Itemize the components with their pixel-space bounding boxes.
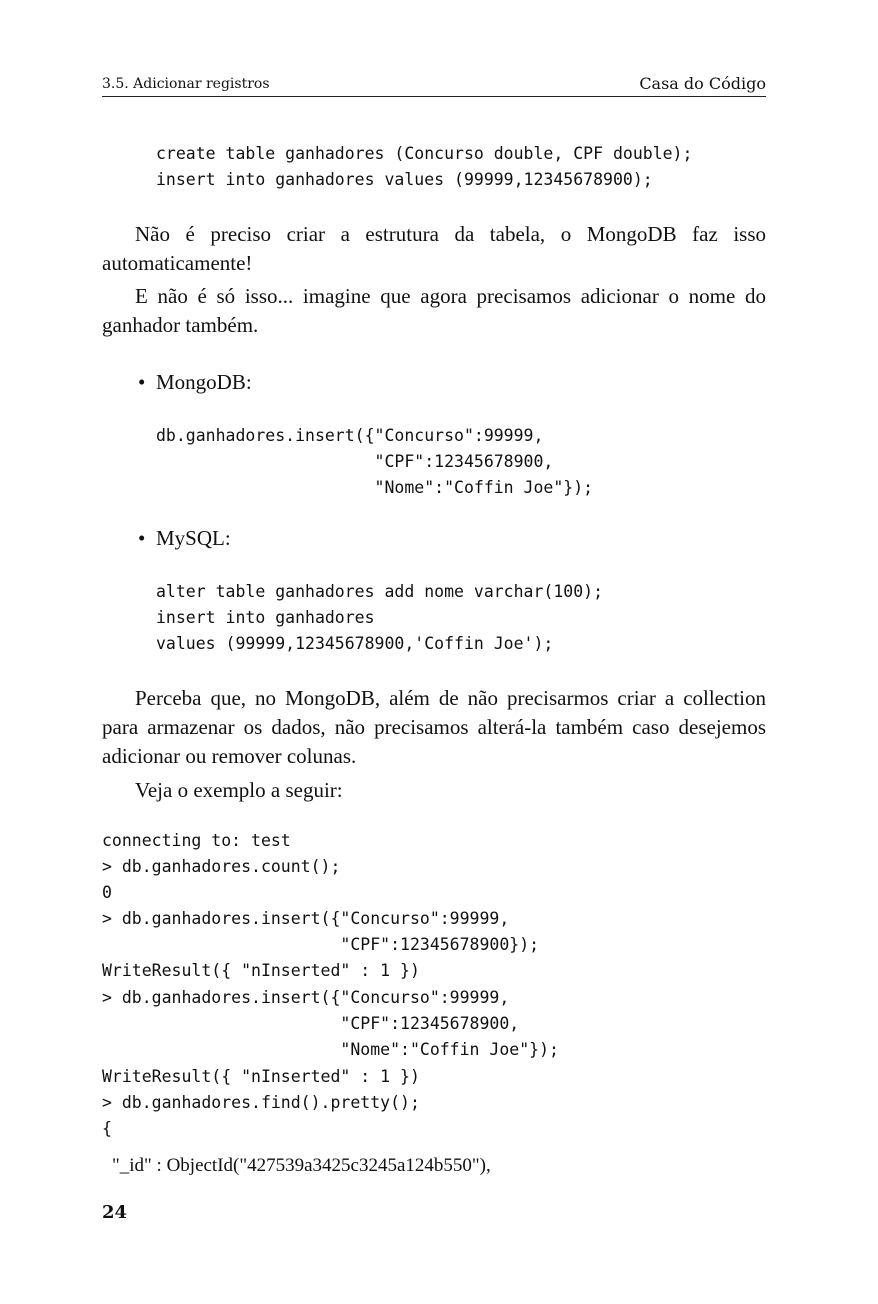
bullet-label: MySQL: — [156, 526, 231, 550]
code-line: "CPF":12345678900}); — [102, 935, 540, 954]
code-line: > db.ganhadores.insert({"Concurso":99999, — [102, 909, 510, 928]
paragraph: Não é preciso criar a estrutura da tabela, o MongoDB faz isso automaticamente! — [102, 222, 766, 275]
running-header — [102, 74, 766, 97]
bullet-item-mongodb — [138, 368, 252, 397]
code-line: "Nome":"Coffin Joe"}); — [156, 478, 594, 497]
code-line: "Nome":"Coffin Joe"}); — [102, 1040, 559, 1059]
publisher-name: Casa do Código — [639, 74, 766, 93]
code-line: "CPF":12345678900, — [102, 1014, 520, 1033]
code-line: create table ganhadores (Concurso double, CPF double); — [156, 144, 693, 163]
paragraph: Perceba que, no MongoDB, além de não precisarmos criar a collection para armazenar os dados, não precisamos alterá-la também caso desejemos adicionar ou remover colunas. — [102, 686, 766, 768]
code-line: > db.ganhadores.count(); — [102, 857, 341, 876]
code-line: 0 — [102, 883, 112, 902]
code-line-id: "_id" : ObjectId("427539a3425c3245a124b550"), — [112, 1155, 491, 1176]
code-line: alter table ganhadores add nome varchar(100); — [156, 582, 604, 601]
code-line: "CPF":12345678900, — [156, 452, 554, 471]
code-line: > db.ganhadores.find().pretty(); — [102, 1093, 420, 1112]
code-line: values (99999,12345678900,'Coffin Joe'); — [156, 634, 554, 653]
bullet-icon: • — [138, 526, 146, 550]
code-line: > db.ganhadores.insert({"Concurso":99999, — [102, 988, 510, 1007]
bullet-icon: • — [138, 370, 146, 394]
section-title: 3.5. Adicionar registros — [102, 76, 270, 92]
paragraph: Veja o exemplo a seguir: — [135, 778, 343, 802]
code-line: insert into ganhadores values (99999,12345678900); — [156, 170, 653, 189]
paragraph: E não é só isso... imagine que agora precisamos adicionar o nome do ganhador também. — [102, 284, 766, 337]
page-number: 24 — [102, 1202, 128, 1223]
code-line: insert into ganhadores — [156, 608, 375, 627]
code-line: connecting to: test — [102, 831, 291, 850]
code-line: { — [102, 1119, 112, 1138]
code-line: db.ganhadores.insert({"Concurso":99999, — [156, 426, 544, 445]
code-line: WriteResult({ "nInserted" : 1 }) — [102, 1067, 420, 1086]
bullet-item-mysql — [138, 524, 231, 553]
code-line: WriteResult({ "nInserted" : 1 }) — [102, 961, 420, 980]
bullet-label: MongoDB: — [156, 370, 252, 394]
